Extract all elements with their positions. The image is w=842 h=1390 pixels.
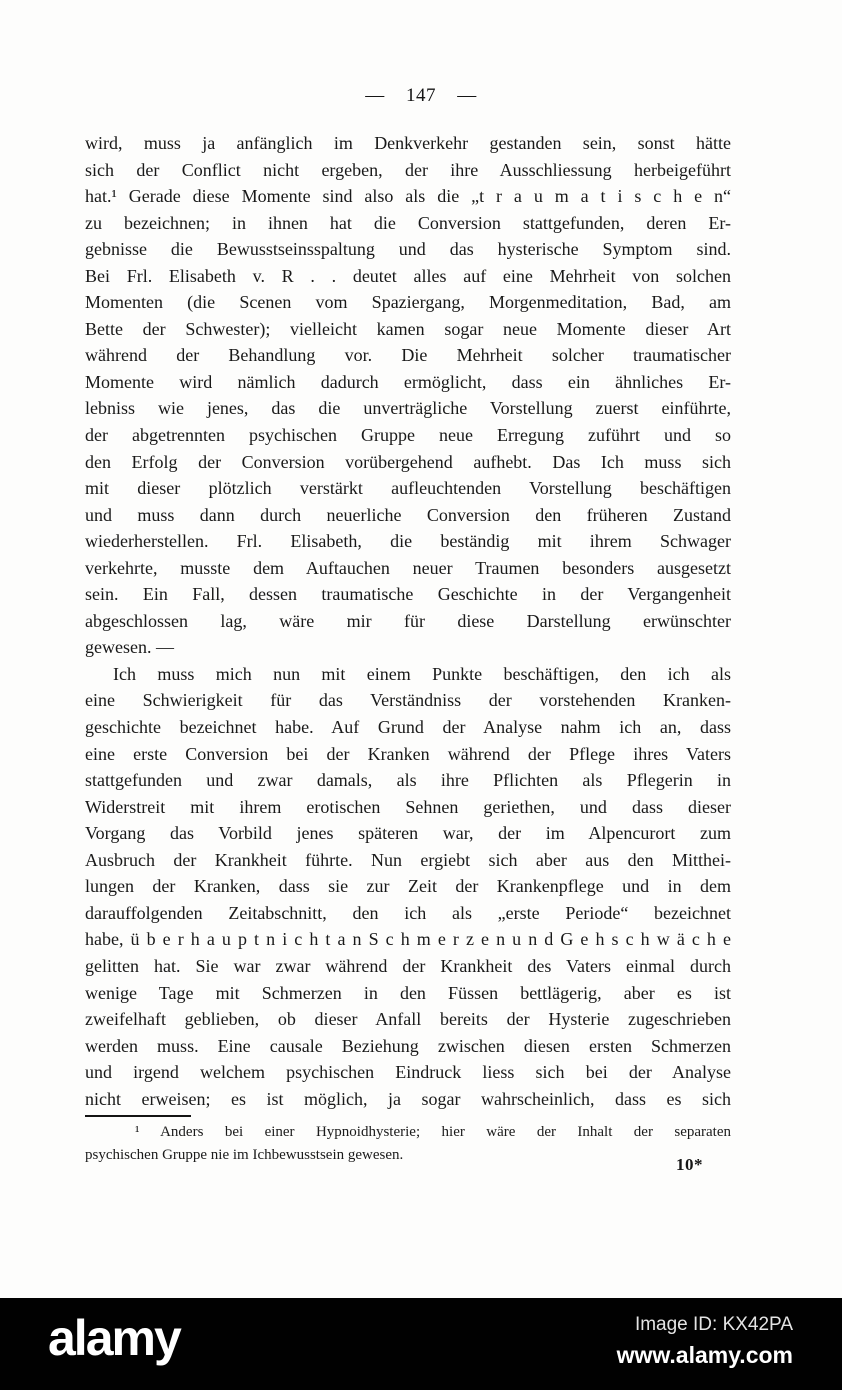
text-line: der abgetrennten psychischen Gruppe neue Erregung zuführt und so [85,425,731,446]
image-id-label: Image ID: KX42PA [634,1314,793,1335]
text-line: wiederherstellen. Frl. Elisabeth, die beständig mit ihrem Schwager [85,531,731,552]
text-line: gelitten hat. Sie war zwar während der Krankheit des Vaters einmal durch [85,955,731,976]
text-line: Momente wird nämlich dadurch ermöglicht, dass ein ähnliches Er- [85,371,731,392]
text-line: Widerstreit mit ihrem erotischen Sehnen geriethen, und dass dieser [85,796,731,817]
text-line: Ausbruch der Krankheit führte. Nun ergiebt sich aber aus den Mitthei- [85,849,731,870]
text-line: hat.¹ Gerade diese Momente sind also als die „t r a u m a t i s c h e n“ [85,186,731,207]
alamy-url: www.alamy.com [616,1342,793,1368]
text-line: stattgefunden und zwar damals, als ihre Pflichten als Pflegerin in [85,770,731,791]
text-line: sein. Ein Fall, dessen traumatische Geschichte in der Vergangenheit [85,584,731,605]
text-line: psychischen Gruppe nie im Ichbewusstsein gewesen. [85,1146,404,1163]
text-line: lebniss wie jenes, das die unverträgliche Vorstellung zuerst einführte, [85,398,731,419]
text-line: mit dieser plötzlich verstärkt aufleuchtenden Vorstellung beschäftigen [85,478,731,499]
text-line: Vorgang das Vorbild jenes späteren war, der im Alpencurort zum [85,823,731,844]
text-line: eine erste Conversion bei der Kranken während der Pflege ihres Vaters [85,743,731,764]
footnote-separator [85,1115,191,1117]
page-body-text [85,130,731,1112]
page-number: — 147 — [365,85,477,106]
text-line: darauffolgenden Zeitabschnitt, den ich als „erste Periode“ bezeichnet [85,902,731,923]
watermark-info [617,1314,793,1369]
text-line: verkehrte, musste dem Auftauchen neuer Traumen besonders ausgesetzt [85,557,731,578]
text-line: geschichte bezeichnet habe. Auf Grund der Analyse nahm ich an, dass [85,717,731,738]
text-line: wenige Tage mit Schmerzen in den Füssen bettlägerig, aber es ist [85,982,731,1003]
signature-mark: 10* [676,1155,703,1174]
alamy-logo: alamy [48,1310,180,1366]
text-line: den Erfolg der Conversion vorübergehend aufhebt. Das Ich muss sich [85,451,731,472]
text-line: nicht erweisen; es ist möglich, ja sogar wahrscheinlich, dass es sich [85,1088,731,1109]
text-line: werden muss. Eine causale Beziehung zwischen diesen ersten Schmerzen [85,1035,731,1056]
text-line: eine Schwierigkeit für das Verständniss der vorstehenden Kranken- [85,690,731,711]
text-line: lungen der Kranken, dass sie zur Zeit der Krankenpflege und in dem [85,876,731,897]
text-line: und irgend welchem psychischen Eindruck liess sich bei der Analyse [85,1062,731,1083]
text-line: Bei Frl. Elisabeth v. R . . deutet alles auf eine Mehrheit von solchen [85,265,731,286]
text-line: gewesen. — [85,637,174,658]
text-line: sich der Conflict nicht ergeben, der ihre Ausschliessung herbeigeführt [85,159,731,180]
text-line: wird, muss ja anfänglich im Denkverkehr gestanden sein, sonst hätte [85,133,731,153]
text-line: und muss dann durch neuerliche Conversion den früheren Zustand [85,504,731,525]
text-line: habe, ü b e r h a u p t n i c h t a n S c h m e r z e n u n d G e h s c h w ä c h e [85,929,731,950]
text-line: zu bezeichnen; in ihnen hat die Conversion stattgefunden, deren Er- [85,212,731,233]
text-line: ¹ Anders bei einer Hypnoidhysterie; hier wäre der Inhalt der separaten [135,1124,731,1140]
text-line: Ich muss mich nun mit einem Punkte beschäftigen, den ich als [113,663,731,684]
text-line: während der Behandlung vor. Die Mehrheit solcher traumatischer [85,345,731,366]
text-line: gebnisse die Bewusstseinsspaltung und das hysterische Symptom sind. [85,239,731,260]
footnote [85,1121,731,1166]
text-line: zweifelhaft geblieben, ob dieser Anfall bereits der Hysterie zugeschrieben [85,1009,731,1030]
text-line: Bette der Schwester); vielleicht kamen sogar neue Momente dieser Art [85,318,731,339]
watermark-bar [0,1298,842,1390]
text-line: abgeschlossen lag, wäre mir für diese Darstellung erwünschter [85,610,731,631]
text-line: Momenten (die Scenen vom Spaziergang, Morgenmeditation, Bad, am [85,292,731,313]
